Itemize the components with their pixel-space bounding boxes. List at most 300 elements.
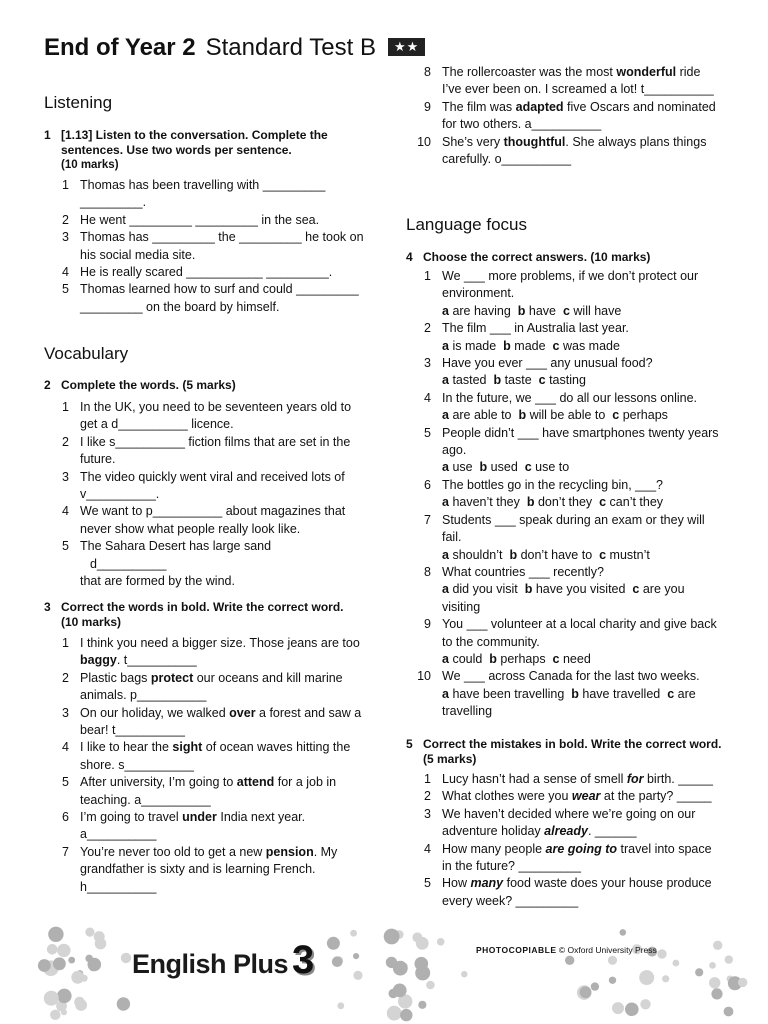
- question-number: 2: [44, 378, 51, 392]
- list-item: [44, 670, 364, 705]
- item-text-end: India next year. a__________: [80, 810, 306, 842]
- item-number: 3: [62, 230, 69, 245]
- pattern-dot: [725, 955, 733, 963]
- pattern-dot: [61, 1009, 67, 1015]
- list-item: [406, 616, 722, 668]
- item-question: People didn’t ___ have smartphones twenty years ago.: [442, 425, 719, 458]
- answer-options: [442, 686, 722, 721]
- list-item: [406, 788, 722, 805]
- pattern-dot: [57, 989, 72, 1004]
- option-a: have been travelling: [452, 686, 565, 701]
- list-item: [44, 503, 364, 538]
- pattern-dot: [387, 1006, 402, 1021]
- pattern-dot: [738, 978, 747, 987]
- pattern-dot: [350, 930, 357, 937]
- option-c: mustn’t: [609, 547, 650, 562]
- option-b: used: [490, 460, 518, 475]
- option-c-letter: c: [667, 686, 675, 701]
- option-b-letter: b: [493, 373, 502, 388]
- option-a-letter: a: [442, 460, 449, 475]
- pattern-dot: [461, 971, 467, 977]
- item-question: The film ___ in Australia last year.: [442, 321, 629, 336]
- item-text: I like s__________ fiction films that are set in the future.: [80, 434, 351, 467]
- pattern-dot: [639, 970, 654, 985]
- item-text: The rollercoaster was the most: [442, 65, 617, 79]
- list-item: [406, 564, 722, 616]
- option-a-letter: a: [442, 408, 449, 423]
- pattern-dot: [85, 928, 94, 937]
- list-item: [406, 390, 722, 425]
- item-text: Thomas learned how to surf and could _________ _________ on the board by himself.: [80, 282, 359, 314]
- item-text: I think you need a bigger size. Those jeans are too: [80, 636, 360, 650]
- english-plus-logo: [132, 938, 314, 983]
- pattern-dot: [89, 965, 96, 972]
- option-b: don’t have to: [520, 547, 593, 562]
- bold-word: under: [182, 810, 217, 825]
- option-a: haven’t they: [452, 495, 520, 510]
- question-number: 3: [44, 600, 51, 614]
- list-item: [44, 399, 364, 434]
- option-a: are having: [452, 303, 511, 318]
- item-text-end: birth. _____: [643, 772, 713, 786]
- instruction-text: Correct the mistakes in bold. Write the correct word.: [423, 737, 722, 751]
- pattern-dot: [418, 1001, 426, 1009]
- bold-word: pension: [265, 844, 314, 859]
- option-c-letter: c: [599, 547, 607, 562]
- list-item: [406, 425, 722, 477]
- pattern-dot: [327, 937, 340, 950]
- option-c: tasting: [549, 373, 586, 388]
- list-item: [44, 739, 364, 774]
- question-1-items: [44, 177, 364, 316]
- list-item: [406, 64, 722, 99]
- option-c: need: [562, 651, 591, 666]
- item-text-end: . My grandfather is sixty and is learning French. h__________: [80, 844, 338, 894]
- pattern-dot: [426, 981, 435, 990]
- item-number: 10: [417, 669, 431, 684]
- bold-italic-word: many: [470, 876, 504, 891]
- item-text-end: . t__________: [116, 653, 197, 668]
- answer-options: [442, 651, 722, 668]
- pattern-dot: [53, 957, 66, 970]
- question-3-continued: [406, 64, 722, 168]
- item-number: 10: [417, 134, 431, 149]
- listening-heading: Listening: [44, 93, 113, 112]
- option-a-letter: a: [442, 303, 449, 318]
- item-text: Plastic bags: [80, 670, 151, 685]
- option-a: use: [452, 460, 473, 475]
- pattern-dot: [50, 1010, 60, 1020]
- option-c-letter: c: [538, 373, 546, 388]
- pattern-dot: [591, 982, 599, 990]
- item-text-end: five Oscars and nominated for two others. a__________: [442, 99, 716, 132]
- marks-text: (10 marks): [61, 159, 119, 171]
- item-number: 2: [424, 321, 431, 336]
- pattern-dot: [724, 1007, 734, 1017]
- marks-text: (10 marks): [61, 615, 122, 629]
- pattern-dot: [416, 937, 429, 950]
- bold-word: adapted: [515, 99, 564, 114]
- vocabulary-heading: Vocabulary: [44, 344, 129, 363]
- instruction-text: [1.13] Listen to the conversation. Complete the sentences. Use two words per sentence.: [61, 128, 328, 157]
- pattern-dot: [415, 957, 429, 971]
- list-item: [406, 841, 722, 876]
- pattern-dot: [640, 999, 650, 1009]
- item-number: 1: [62, 636, 69, 650]
- item-text-blank: d__________: [90, 556, 167, 571]
- item-number: 6: [424, 477, 431, 492]
- option-a: did you visit: [452, 582, 518, 597]
- option-b-letter: b: [526, 495, 535, 510]
- pattern-dot: [580, 986, 592, 998]
- list-item: [44, 264, 364, 281]
- bold-italic-word: are going to: [545, 841, 618, 856]
- item-question: You ___ volunteer at a local charity and give back to the community.: [442, 617, 717, 649]
- option-b-letter: b: [509, 547, 518, 562]
- pattern-dot: [47, 944, 58, 955]
- option-c: perhaps: [622, 408, 668, 423]
- footer-decorative-pattern: [0, 922, 768, 1024]
- question-3-items-right: [406, 64, 722, 168]
- pattern-dot: [353, 953, 359, 959]
- answer-options: [442, 581, 722, 616]
- copyright-text: © Oxford University Press: [558, 945, 657, 955]
- answer-options: [442, 338, 722, 355]
- item-text: On our holiday, we walked: [80, 705, 230, 720]
- bold-italic-word: wear: [571, 789, 601, 804]
- pattern-dot: [709, 977, 720, 988]
- pattern-dot: [673, 960, 680, 967]
- photocopiable-label: PHOTOCOPIABLE: [476, 945, 557, 955]
- item-number: 6: [62, 810, 69, 825]
- list-item: [406, 806, 722, 841]
- item-text: After university, I’m going to: [80, 775, 237, 790]
- answer-options: [442, 407, 722, 424]
- question-3-items-left: [44, 635, 364, 896]
- option-b: have you visited: [535, 582, 626, 597]
- option-b: taste: [504, 373, 532, 388]
- pattern-dot: [609, 977, 616, 984]
- option-c-letter: c: [552, 651, 560, 666]
- option-c: are you visiting: [442, 582, 685, 614]
- list-item: [406, 320, 722, 355]
- pattern-dot: [393, 961, 408, 976]
- list-item: [406, 268, 722, 320]
- bold-word: baggy: [80, 653, 117, 668]
- marks-text: (5 marks): [423, 752, 477, 766]
- item-text: He is really scared ___________ _________.: [80, 265, 333, 280]
- option-b: perhaps: [500, 651, 546, 666]
- pattern-dot: [612, 1002, 624, 1014]
- item-number: 4: [62, 740, 69, 755]
- answer-options: [442, 459, 722, 476]
- item-text-end: ride I’ve ever been on. I screamed a lot! t__________: [442, 65, 714, 97]
- item-number: 2: [62, 434, 69, 449]
- item-question: Have you ever ___ any unusual food?: [442, 356, 653, 371]
- list-item: [406, 134, 722, 169]
- item-number: 9: [424, 617, 431, 632]
- pattern-dot: [608, 956, 617, 965]
- item-text: He went _________ _________ in the sea.: [80, 212, 320, 227]
- list-item: [406, 668, 722, 720]
- option-c-letter: c: [562, 303, 570, 318]
- pattern-dot: [48, 927, 63, 942]
- pattern-dot: [713, 941, 722, 950]
- list-item: [44, 434, 364, 469]
- item-question: The bottles go in the recycling bin, ___?: [442, 477, 663, 492]
- item-text-end: for a job in teaching. a__________: [80, 775, 337, 807]
- list-item: [44, 177, 364, 212]
- item-text-end: travel into space in the future? _________: [442, 841, 712, 874]
- item-number: 5: [62, 539, 69, 554]
- pattern-dot: [657, 949, 666, 958]
- option-c: can’t they: [609, 495, 664, 510]
- item-number: 3: [424, 806, 431, 821]
- list-item: [44, 229, 364, 264]
- option-b: don’t they: [537, 495, 593, 510]
- pattern-dot: [400, 1009, 412, 1021]
- option-a-letter: a: [442, 582, 449, 597]
- logo-number: 3: [292, 938, 314, 982]
- question-2-instruction: [44, 378, 364, 393]
- question-1: [44, 128, 364, 316]
- question-3: [44, 600, 364, 896]
- option-b-letter: b: [524, 582, 533, 597]
- list-item: [406, 771, 722, 788]
- pattern-dot: [695, 968, 703, 976]
- list-item: [406, 875, 722, 910]
- instruction-text: Correct the words in bold. Write the correct word.: [61, 600, 344, 614]
- bold-word: over: [229, 705, 256, 720]
- item-text-end: food waste does your house produce every week? _________: [442, 876, 712, 908]
- list-item: [406, 477, 722, 512]
- option-b-letter: b: [518, 408, 527, 423]
- option-b-letter: b: [517, 303, 526, 318]
- option-a: are able to: [452, 408, 512, 423]
- instruction-text: Complete the words. (5 marks): [61, 378, 236, 392]
- title-bold: End of Year 2: [44, 34, 196, 61]
- item-text: I like to hear the: [80, 740, 173, 755]
- question-4-items: [406, 268, 722, 721]
- option-a-letter: a: [442, 495, 449, 510]
- question-5-instruction: [406, 737, 722, 767]
- item-number: 2: [62, 212, 69, 227]
- item-text: How: [442, 876, 471, 891]
- pattern-dot: [38, 959, 51, 972]
- item-text: The film was: [442, 99, 516, 114]
- option-b-letter: b: [479, 460, 488, 475]
- list-item: [44, 538, 364, 590]
- answer-options: [442, 372, 722, 389]
- option-c: are travelling: [442, 686, 696, 719]
- item-text: Lucy hasn’t had a sense of smell: [442, 772, 627, 786]
- pattern-dot: [709, 962, 716, 969]
- item-text: How many people: [442, 841, 546, 856]
- item-number: 1: [62, 400, 69, 414]
- option-c: was made: [562, 338, 620, 353]
- option-b: will be able to: [529, 408, 606, 423]
- question-number: 1: [44, 128, 51, 142]
- bold-word: sight: [172, 740, 203, 755]
- pattern-dot: [68, 957, 75, 964]
- question-2: [44, 378, 364, 590]
- item-number: 4: [424, 390, 431, 405]
- option-a: could: [452, 651, 483, 666]
- question-5-items: [406, 771, 722, 910]
- item-question: We ___ more problems, if we don’t protect our environment.: [442, 269, 699, 301]
- bold-word: protect: [150, 670, 194, 685]
- item-text: In the UK, you need to be seventeen years old to get a d__________ licence.: [80, 400, 352, 432]
- option-c-letter: c: [552, 338, 560, 353]
- pattern-dot: [565, 956, 574, 965]
- item-number: 2: [424, 789, 431, 804]
- option-a: shouldn’t: [452, 547, 503, 562]
- title-rest: Standard Test B: [205, 34, 376, 61]
- list-item: [44, 281, 364, 316]
- item-text: What clothes were you: [442, 789, 572, 804]
- bold-word: wonderful: [616, 65, 677, 79]
- item-question: Students ___ speak during an exam or they will fail.: [442, 512, 705, 545]
- option-b: have: [528, 303, 556, 318]
- item-number: 1: [62, 178, 69, 192]
- pattern-dot: [75, 999, 87, 1011]
- question-3-instruction: [44, 600, 364, 630]
- pattern-dot: [121, 953, 131, 963]
- option-b-letter: b: [503, 338, 511, 353]
- item-number: 4: [424, 841, 431, 856]
- pattern-dot: [332, 956, 343, 967]
- item-number: 3: [62, 705, 69, 720]
- item-number: 3: [62, 469, 69, 484]
- item-question: We ___ across Canada for the last two weeks.: [442, 669, 700, 684]
- option-b: made: [514, 338, 546, 353]
- item-text-end: . ______: [587, 824, 637, 839]
- option-c-letter: c: [599, 495, 607, 510]
- list-item: [406, 355, 722, 390]
- item-number: 3: [424, 356, 431, 371]
- item-text: Thomas has been travelling with _________ _________.: [80, 178, 326, 210]
- answer-options: [442, 303, 722, 320]
- bold-italic-word: for: [626, 772, 644, 786]
- list-item: [44, 212, 364, 229]
- item-text: You’re never too old to get a new: [80, 844, 266, 859]
- item-number: 5: [62, 282, 69, 297]
- list-item: [44, 635, 364, 670]
- item-number: 7: [424, 512, 431, 527]
- page-title: [44, 34, 425, 62]
- item-text-end: at the party? _____: [600, 789, 712, 804]
- option-b-letter: b: [571, 686, 579, 701]
- list-item: [44, 705, 364, 740]
- item-text: The Sahara Desert has large sand: [80, 539, 272, 554]
- list-item: [44, 844, 364, 896]
- option-c: use to: [535, 460, 570, 475]
- option-b: have travelled: [582, 686, 661, 701]
- question-4: [406, 250, 722, 721]
- pattern-dot: [71, 971, 84, 984]
- option-c-letter: c: [612, 408, 620, 423]
- pattern-dot: [620, 929, 627, 936]
- item-number: 5: [62, 775, 69, 790]
- pattern-dot: [393, 984, 407, 998]
- question-5: [406, 737, 722, 910]
- item-text-end: of ocean waves hitting the shore. s__________: [80, 740, 351, 772]
- item-number: 8: [424, 564, 431, 579]
- option-a-letter: a: [442, 686, 449, 701]
- pattern-dot: [337, 1002, 344, 1009]
- pattern-dot: [95, 938, 107, 950]
- item-text: The video quickly went viral and received lots of v__________.: [80, 469, 345, 502]
- pattern-dot: [117, 997, 130, 1010]
- pattern-dot: [384, 929, 400, 945]
- pattern-dot: [353, 971, 362, 980]
- item-text: We haven’t decided where we’re going on our adventure holiday: [442, 806, 696, 839]
- pattern-dot: [57, 944, 70, 957]
- bold-word: attend: [236, 775, 275, 790]
- answer-options: [442, 494, 722, 511]
- question-1-instruction: [44, 128, 364, 173]
- item-text-end: our oceans and kill marine animals. p__________: [80, 670, 343, 703]
- item-number: 5: [424, 876, 431, 891]
- item-number: 9: [424, 99, 431, 114]
- option-a-letter: a: [442, 373, 449, 388]
- pattern-dot: [44, 991, 59, 1006]
- pattern-dot: [437, 938, 445, 946]
- item-number: 1: [424, 269, 431, 283]
- item-text-end: . She always plans things carefully. o__________: [442, 134, 707, 167]
- pattern-dot: [662, 975, 669, 982]
- option-a: is made: [452, 338, 497, 353]
- list-item: [44, 774, 364, 809]
- language-focus-heading: Language focus: [406, 215, 527, 234]
- bold-italic-word: already: [544, 824, 588, 839]
- option-a-letter: a: [442, 547, 449, 562]
- list-item: [44, 809, 364, 844]
- option-b-letter: b: [489, 651, 497, 666]
- item-text-end: a forest and saw a bear! t__________: [80, 705, 362, 738]
- item-text: Thomas has _________ the _________ he took on his social media site.: [80, 230, 364, 262]
- instruction-text: Choose the correct answers. (10 marks): [423, 250, 651, 264]
- option-a-letter: a: [442, 651, 449, 666]
- item-text: We want to p__________ about magazines that never show what people really look like.: [80, 504, 346, 536]
- answer-options: [442, 547, 722, 564]
- item-text: I’m going to travel: [80, 810, 183, 825]
- list-item: [44, 469, 364, 504]
- item-number: 5: [424, 425, 431, 440]
- option-a-letter: a: [442, 338, 449, 353]
- item-number: 1: [424, 772, 431, 786]
- list-item: [406, 512, 722, 564]
- photocopiable-notice: [476, 945, 657, 955]
- item-text: She’s very: [442, 134, 504, 149]
- list-item: [406, 99, 722, 134]
- option-a: tasted: [452, 373, 487, 388]
- question-number: 4: [406, 250, 413, 264]
- pattern-dot: [711, 988, 722, 999]
- option-c-letter: c: [524, 460, 532, 475]
- option-c: will have: [573, 303, 622, 318]
- question-4-instruction: [406, 250, 722, 265]
- item-number: 7: [62, 844, 69, 859]
- item-number: 4: [62, 504, 69, 519]
- question-number: 5: [406, 737, 413, 751]
- question-2-items: [44, 399, 364, 590]
- item-question: In the future, we ___ do all our lessons online.: [442, 390, 698, 405]
- item-number: 8: [424, 65, 431, 79]
- option-c-letter: c: [632, 582, 640, 597]
- item-number: 4: [62, 265, 69, 280]
- logo-text: English Plus: [132, 949, 289, 979]
